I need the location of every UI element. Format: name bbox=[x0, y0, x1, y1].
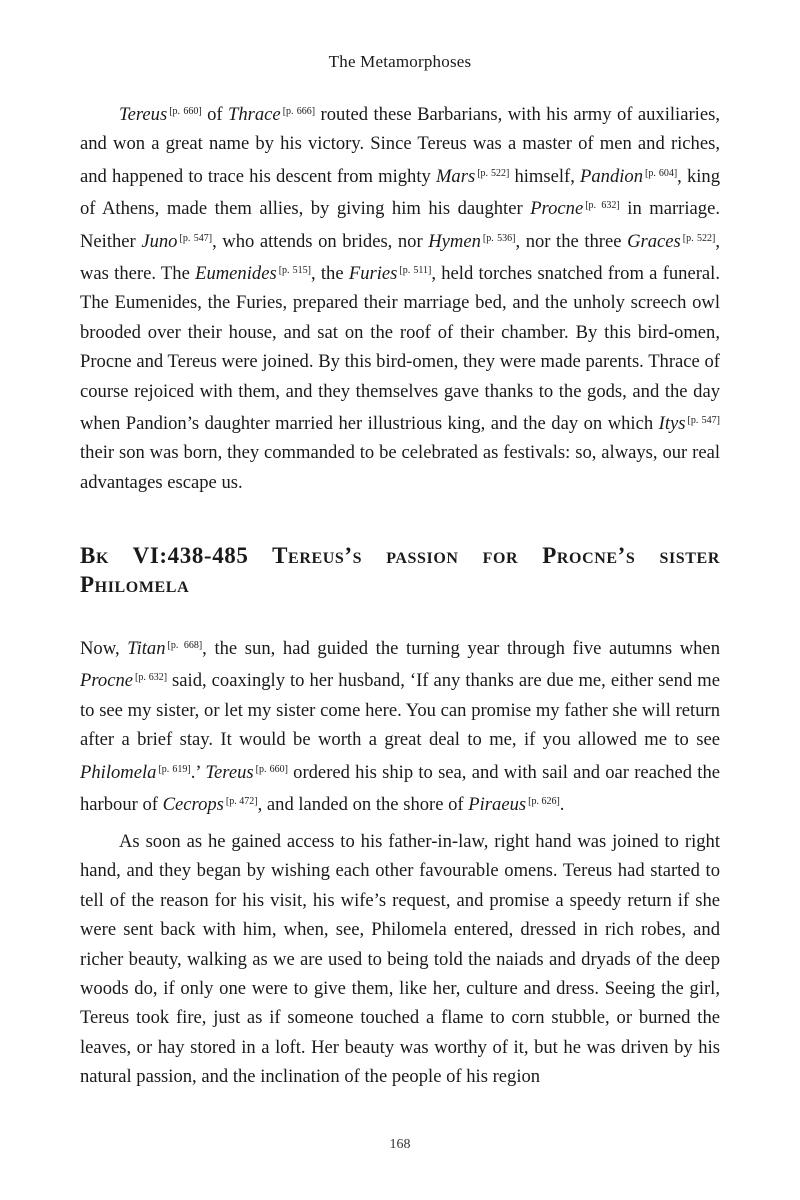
italic-name: Piraeus bbox=[468, 794, 527, 816]
page-reference-link[interactable]: [p. 511] bbox=[399, 265, 432, 277]
page-reference-link[interactable]: [p. 660] bbox=[255, 763, 288, 775]
section-heading: Bk VI:438-485 Tereus’s passion for Procne’s sister Philomela bbox=[80, 543, 720, 597]
page-reference-link[interactable]: [p. 522] bbox=[682, 232, 716, 244]
page-reference-link[interactable]: [p. 668] bbox=[167, 640, 203, 651]
page-reference-link[interactable]: [p. 547] bbox=[179, 232, 213, 244]
paragraph: Tereus [p. 660] of Thrace [p. 666] routed these Barbarians, with his army of auxiliaries, and won a great name by his victory. Since Tereus was a master of men and riches, and happened to trace his descent from mighty Mars [p. 522] himself, Pandion [p. 604], king of Athens, made them allies, by giving him his daughter Procne [p. 632] in marriage. Neither Juno [p. 547], who attends on brides, nor Hymen [p. 536], nor the three Graces [p. 522], was there. The Eumenides [p. 515], the Furies [p. 511], held torches snatched from a funeral. The Eumenides, the Furies, prepared their marriage bed, and the unholy screech owl brooded over their house, and sat on the roof of their chamber. By this bird-omen, Procne and Tereus were joined. By this bird-omen, they were made parents. Thrace of course rejoiced with them, and they themselves gave thanks to the gods, and the day when Pandion’s daughter married her illustrious king, and the day on which Itys [p. 547] their son was born, they commanded to be celebrated as festivals: so, always, our real advantages escape us. bbox=[80, 104, 721, 493]
page-reference-link[interactable]: [p. 515] bbox=[278, 265, 311, 277]
italic-name: Thrace bbox=[228, 104, 281, 125]
italic-name: Mars bbox=[435, 165, 476, 187]
page-reference-link[interactable]: [p. 522] bbox=[477, 167, 510, 179]
italic-name: Philomela bbox=[80, 761, 157, 783]
italic-name: Procne bbox=[530, 198, 584, 220]
italic-name: Cecrops bbox=[162, 794, 224, 816]
italic-name: Itys bbox=[658, 413, 686, 435]
paragraph: Now, Titan [p. 668], the sun, had guided the turning year through five autumns when Procne [p. 632] said, coaxingly to her husband, ‘If any thanks are due me, either send me to see my sister, or let my sister come here. You can promise my father she will return after a brief stay. It would be worth a great deal to me, if you allowed me to see Philomela [p. 619].’ Tereus [p. 660] ordered his ship to sea, and with sail and oar reached the harbour of Cecrops [p. 472], and landed on the shore of Piraeus [p. 626]. bbox=[80, 638, 721, 816]
italic-name: Eumenides bbox=[195, 263, 277, 285]
italic-name: Titan bbox=[127, 638, 166, 659]
italic-name: Pandion bbox=[580, 165, 644, 187]
italic-name: Tereus bbox=[205, 761, 254, 783]
italic-name: Graces bbox=[627, 230, 681, 252]
italic-name: Hymen bbox=[428, 230, 481, 252]
page-reference-link[interactable]: [p. 660] bbox=[169, 106, 202, 117]
page-reference-link[interactable]: [p. 472] bbox=[225, 796, 258, 808]
page-reference-link[interactable]: [p. 666] bbox=[282, 106, 316, 117]
page-number: 168 bbox=[389, 1137, 411, 1152]
page-reference-link[interactable]: [p. 632] bbox=[135, 672, 168, 684]
page-reference-link[interactable]: [p. 547] bbox=[687, 415, 721, 427]
page-reference-link[interactable]: [p. 626] bbox=[528, 796, 560, 808]
paragraph: As soon as he gained access to his father-in-law, right hand was joined to right hand, and they began by wishing each other favourable omens. Tereus had started to tell of the reason for his visit, his wife’s request, and promise a speedy return if she were sent back with him, when, see, Philomela entered, dressed in rich robes, and richer beauty, walking as we are used to being told the naiads and dryads of the deep woods do, if only one were to give them, like her, culture and dress. Seeing the girl, Tereus took fire, just as if someone touched a flame to corn stubble, or burned the leaves, or hay stored in a loft. Her beauty was worthy of it, but he was driven by his natural passion, and the inclination of the people of his region bbox=[80, 831, 720, 1088]
italic-name: Furies bbox=[348, 263, 398, 285]
page-reference-link[interactable]: [p. 619] bbox=[158, 763, 191, 775]
italic-name: Procne bbox=[80, 670, 134, 692]
running-head: The Metamorphoses bbox=[328, 52, 472, 71]
italic-name: Tereus bbox=[119, 104, 168, 125]
page-reference-link[interactable]: [p. 632] bbox=[585, 200, 620, 212]
page-reference-link[interactable]: [p. 536] bbox=[482, 232, 516, 244]
page-reference-link[interactable]: [p. 604] bbox=[645, 167, 678, 179]
italic-name: Juno bbox=[141, 230, 178, 252]
